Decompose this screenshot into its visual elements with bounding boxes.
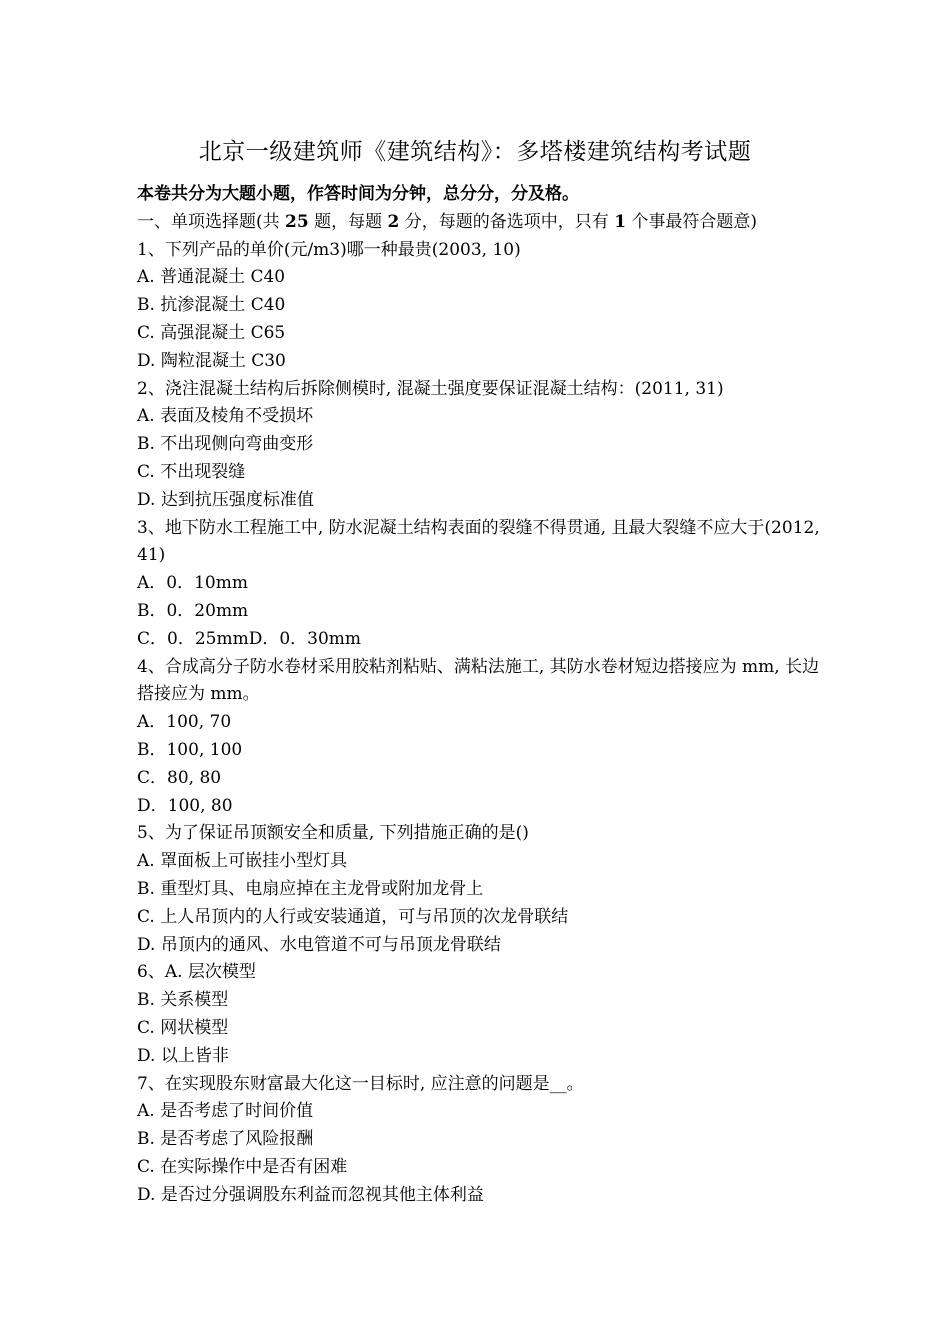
section-mid1: 题，每题 [308, 211, 388, 232]
exam-intro: 本卷共分为大题小题，作答时间为分钟，总分分，分及格。 [137, 184, 579, 204]
section-suffix: 个事最符合题意) [626, 211, 758, 232]
question-stem: 1、下列产品的单价(元/m3)哪一种最贵(2003, 10) [137, 239, 521, 260]
answer-option: B．100, 100 [137, 739, 243, 760]
question-stem: 2、浇注混凝土结构后拆除侧模时, 混凝土强度要保证混凝土结构：(2011, 31) [137, 378, 724, 399]
question-stem: 5、为了保证吊顶额安全和质量, 下列措施正确的是() [137, 823, 529, 844]
answer-option: C．80, 80 [137, 767, 222, 788]
answer-option: D. 以上皆非 [137, 1045, 229, 1066]
answer-option: C．0．25mmD．0．30mm [137, 628, 362, 649]
answer-option: A．100, 70 [137, 712, 232, 733]
answer-option: D. 达到抗压强度标准值 [137, 489, 314, 510]
answer-option: B. 抗渗混凝土 C40 [137, 295, 286, 316]
section-prefix: 一、单项选择题(共 [137, 211, 286, 232]
question-score: 2 [387, 211, 400, 232]
answer-count: 1 [614, 211, 627, 232]
answer-option: B. 重型灯具、电扇应掉在主龙骨或附加龙骨上 [137, 878, 484, 899]
answer-option: D. 陶粒混凝土 C30 [137, 350, 286, 371]
answer-option: A. 罩面板上可嵌挂小型灯具 [137, 851, 348, 872]
answer-option: B. 是否考虑了风险报酬 [137, 1129, 314, 1150]
question-list [137, 237, 827, 1210]
answer-option: D．100, 80 [137, 795, 233, 816]
answer-option: C. 在实际操作中是否有困难 [137, 1156, 348, 1177]
answer-option: A. 表面及棱角不受损坏 [137, 406, 314, 427]
answer-option: D. 是否过分强调股东利益而忽视其他主体利益 [137, 1184, 484, 1205]
question-stem: 3、地下防水工程施工中, 防水泥凝土结构表面的裂缝不得贯通, 且最大裂缝不应大于(2012, 41) [137, 517, 820, 566]
question-count: 25 [285, 211, 309, 232]
section-mid2: 分，每题的备选项中，只有 [399, 211, 615, 232]
answer-option: C. 上人吊顶内的人行或安装通道，可与吊顶的次龙骨联结 [137, 906, 569, 927]
answer-option: C. 高强混凝土 C65 [137, 322, 286, 343]
question-stem: 7、在实现股东财富最大化这一目标时, 应注意的问题是__。 [137, 1073, 584, 1094]
section-heading [137, 209, 827, 237]
answer-option: B．0．20mm [137, 600, 249, 621]
answer-option: A. 是否考虑了时间价值 [137, 1101, 314, 1122]
question-stem: 6、A. 层次模型 [137, 962, 256, 983]
answer-option: D. 吊顶内的通风、水电管道不可与吊顶龙骨联结 [137, 934, 501, 955]
exam-content [137, 181, 827, 1209]
answer-option: A. 普通混凝土 C40 [137, 267, 286, 288]
answer-option: B. 关系模型 [137, 990, 229, 1011]
answer-option: B. 不出现侧向弯曲变形 [137, 434, 314, 455]
answer-option: C. 不出现裂缝 [137, 461, 246, 482]
answer-option: C. 网状模型 [137, 1017, 229, 1038]
page-title: 北京一级建筑师《建筑结构》：多塔楼建筑结构考试题 [198, 139, 752, 165]
question-stem: 4、合成高分子防水卷材采用胶粘剂粘贴、满粘法施工, 其防水卷材短边搭接应为 mm, 长边搭接应为 mm。 [137, 656, 820, 705]
answer-option: A．0．10mm [137, 573, 248, 594]
